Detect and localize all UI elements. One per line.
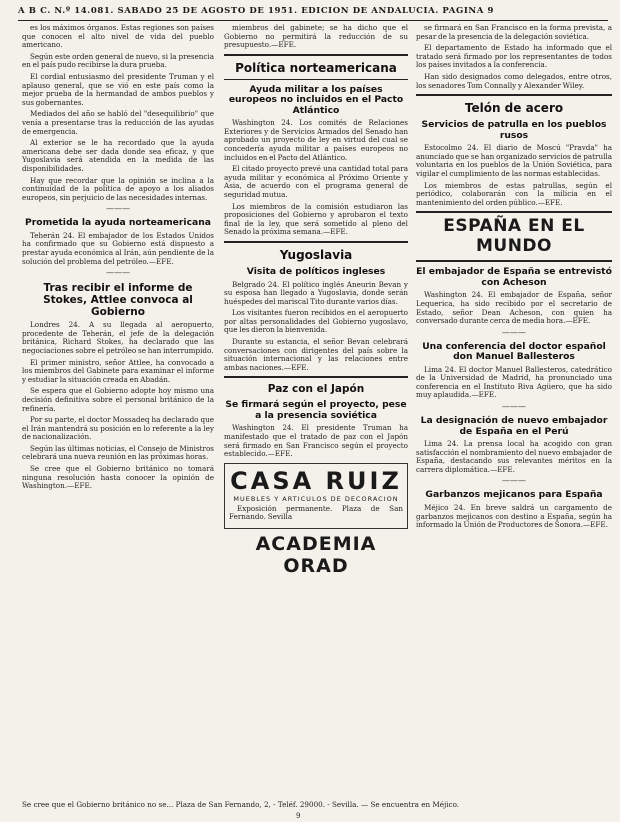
section-yugoslavia: Yugoslavia: [279, 248, 353, 262]
separator: ———: [106, 204, 130, 214]
article-text: Estocolmo 24. El diario de Moscú "Pravda" ha anunciado que se han organizado servicios de patrulla voluntaria en los pueblos de la Unión Soviética, para vigilar el cumplimiento de las normas establecidas.: [416, 143, 612, 178]
article-text: Lima 24. La prensa local ha acogido con gran satisfacción el nombramiento del nuevo embajador de España, destacando sus relevantes méritos en la carrera diplomática.—EFE.: [416, 439, 612, 474]
article-text: Washington 24. El embajador de España, señor Lequerica, ha sido recibido por el secretario de Estado, señor Dean Acheson, con quien ha conversado durante cerca de media hora.—EFE.: [416, 290, 612, 326]
article-text: se firmará en San Francisco en la forma prevista, a pesar de la presencia de la delegación soviética.: [416, 24, 612, 41]
ad-text: Exposición permanente. Plaza de San Fernando. Sevilla: [229, 503, 403, 522]
column-1: [22, 24, 214, 814]
article-text: Londres 24. A su llegada al aeropuerto, procedente de Teherán, el jefe de la delegación británica, Richard Stokes, ha declarado que las negociaciones sobre el petróleo se han interrumpido.: [22, 320, 214, 355]
rule: [224, 79, 408, 80]
article-text: Washington 24. Los comités de Relaciones Exteriores y de Servicios Armados del Senado han aprobado un proyecto de ley en virtud del cual se concedería ayuda militar a países europeos no incluidos en el Pacto del Atlántico.: [224, 118, 408, 162]
article-text: Durante su estancia, el señor Bevan celebrará conversaciones con dirigentes del país sobre la situación internacional y las relaciones entre ambas naciones.—EFE.: [224, 337, 408, 372]
article-text: Hay que recordar que la opinión se inclina a la continuidad de la política de apoyo a los aliados europeos, sin perjuicio de las necesidades internas.: [22, 175, 214, 202]
article-text: miembros del gabinete; se ha dicho que el Gobierno no permitirá la reducción de su presupuesto.—EFE.: [224, 24, 408, 50]
masthead: A B C. N.º 14.081. SABADO 25 DE AGOSTO DE 1951. EDICION DE ANDALUCIA. PAGINA 9: [18, 6, 608, 21]
section-espana-en-el-mundo: ESPAÑA EN EL MUNDO: [443, 216, 585, 257]
page-number: 9: [296, 812, 301, 820]
article-text: El cordial entusiasmo del presidente Truman y el aplauso general, que se vió en este país como la mejor prueba de la hermandad de ambos pueblos y sus gobernantes.: [22, 71, 214, 107]
headline-japon: Se firmará según el proyecto, pese a la presencia soviética: [225, 399, 407, 421]
headline-conferencia: Una conferencia del doctor español don Manuel Ballesteros: [422, 340, 606, 363]
separator: ———: [106, 268, 130, 278]
article-text: Por su parte, el doctor Mossadeq ha declarado que el Irán mantendrá su posición en lo referente a la ley de nacionalización.: [22, 415, 214, 442]
article-text: es los máximos órganos. Estas regiones son países que conocen el alto nivel de vida del pueblo americano.: [22, 24, 214, 50]
article-text: El citado proyecto prevé una cantidad total para ayuda militar y económica al Próximo Oriente y Asia, de acuerdo con el programa general de seguridad mutua.: [224, 164, 408, 200]
article-text: Mediados del año se habló del "desequilibrio" que venía a presentarse tras la reducción de las ayudas de emergencia.: [22, 109, 214, 136]
article-text: Los visitantes fueron recibidos en el aeropuerto por altas personalidades del Gobierno yugoslavo, que les dieron la bienvenida.: [224, 308, 408, 335]
article-text: Méjico 24. En breve saldrá un cargamento de garbanzos mejicanos con destino a España, según ha informado la Unión de Productores de Sonora.—EFE.: [416, 502, 612, 530]
column-3: [416, 24, 612, 814]
ad-subtitle: MUEBLES Y ARTICULOS DE DECORACION: [233, 494, 399, 503]
rule: [224, 376, 408, 378]
article-text: Se espera que el Gobierno adopte hoy mismo una decisión definitiva sobre el personal británico de la refinería.: [22, 386, 214, 413]
ad-title: CASA RUIZ: [230, 466, 402, 495]
advertisement-academia: ACADEMIA ORAD: [255, 533, 377, 577]
article-text: El primer ministro, señor Attlee, ha convocado a los miembros del Gabinete para examinar el informe y estudiar la situación creada en Abadán.: [22, 357, 214, 384]
headline-ayuda: Ayuda militar a los países europeos no incluidos en el Pacto Atlántico: [228, 83, 404, 116]
article-text: Washington 24. El presidente Truman ha manifestado que el tratado de paz con el Japón será firmado en San Francisco según el proyecto establecido.—EFE.: [224, 423, 408, 459]
rule: [224, 241, 408, 243]
column-2: [224, 24, 408, 814]
headline-visita: Visita de políticos ingleses: [246, 266, 386, 277]
article-text: Belgrado 24. El político inglés Aneurin Bevan y su esposa han llegado a Yugoslavia, donde serán huéspedes del mariscal Tito durante varios días.: [224, 279, 408, 306]
article-text: Los miembros de estas patrullas, según el periódico, colaborarán con la milicia en el mantenimiento del orden público.—EFE.: [416, 180, 612, 207]
section-japon: Paz con el Japón: [267, 383, 365, 396]
rule: [224, 54, 408, 56]
article-text: Según este orden general de nuevo, si la presencia en el país pudo recibirse la dura prueba.: [22, 51, 214, 70]
separator: ———: [502, 327, 526, 337]
separator: ———: [502, 402, 526, 412]
article-text: Se cree que el Gobierno británico no tomará ninguna resolución hasta conocer la opinión de Washington.—EFE.: [22, 464, 214, 491]
headline-iran: Tras recibir el informe de Stokes, Attlee convoca al Gobierno: [43, 282, 193, 319]
advertisement-casa-ruiz: [224, 463, 408, 529]
article-text: Lima 24. El doctor Manuel Ballesteros, catedrático de la Universidad de Madrid, ha pronunciado una conferencia en el Instituto Riva Agüero, que ha sido muy aplaudida.—EFE.: [416, 364, 612, 400]
headline-patrulla: Servicios de patrulla en los pueblos rusos: [421, 119, 607, 141]
article-text: Según las últimas noticias, el Consejo de Ministros celebrará una nueva reunión en las próximas horas.: [22, 443, 214, 462]
article-text: Teherán 24. El embajador de los Estados Unidos ha confirmado que su Gobierno está dispuesto a prestar ayuda económica al Irán, aún pendiente de la solución del problema del petróleo.—EFE.: [22, 230, 214, 266]
bottom-line: Se cree que el Gobierno británico no se... Plaza de San Fernando, 2, - Teléf. 29000. - Sevilla. — Se encuentra en Méjico.: [22, 800, 460, 809]
headline-embajador: El embajador de España se entrevistó con Acheson: [416, 266, 612, 288]
section-telon: Telón de acero: [464, 101, 564, 116]
headline-garbanzos: Garbanzos mejicanos para España: [425, 489, 603, 501]
rule: [416, 211, 612, 213]
article-text: Al exterior se le ha recordado que la ayuda americana debe ser dada donde sea eficaz, y que Yugoslavia será atendida en la medida de las disponibilidades.: [22, 138, 214, 173]
separator: ———: [502, 476, 526, 486]
section-politica: Política norteamericana: [235, 60, 397, 75]
rule: [416, 94, 612, 96]
headline-promise: Prometida la ayuda norteamericana: [25, 217, 211, 229]
article-text: Han sido designados como delegados, entre otros, los senadores Tom Connally y Alexander Wiley.: [416, 71, 612, 90]
headline-peru: La designación de nuevo embajador de España en el Perú: [420, 415, 608, 437]
rule: [416, 260, 612, 262]
article-text: El departamento de Estado ha informado que el tratado será firmado por los representantes de todos los países invitados a la conferencia.: [416, 43, 612, 70]
article-text: Los miembros de la comisión estudiaron las proposiciones del Gobierno y aprobaron el texto final de la ley, que será sometido al pleno del Senado la próxima semana.—EFE.: [224, 201, 408, 237]
